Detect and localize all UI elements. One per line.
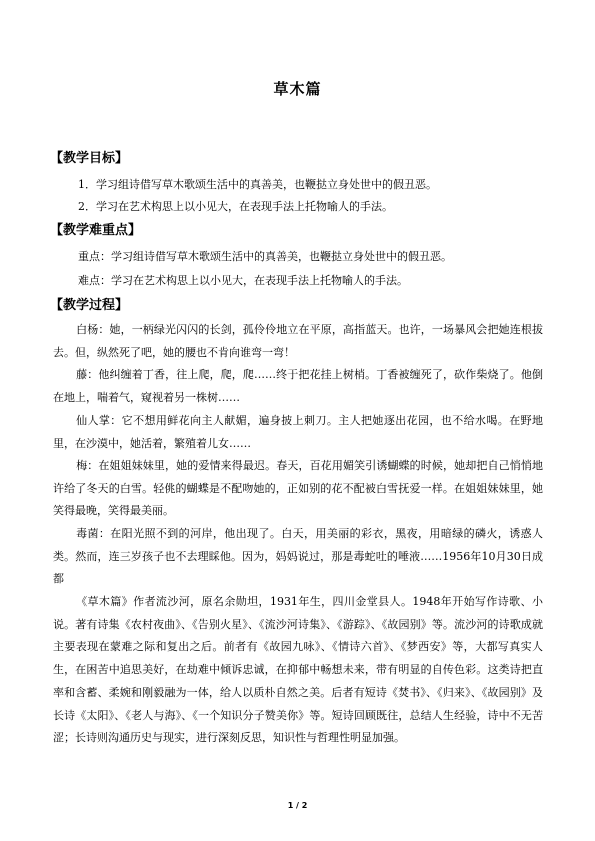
page-number: 1 / 2 xyxy=(287,801,308,810)
key-point-important: 重点：学习组诗借写草木歌颂生活中的真善美，也鞭挞立身处世中的假丑恶。 xyxy=(78,250,452,263)
page-title: 草木篇 xyxy=(273,80,322,98)
section-heading-process: 【教学过程】 xyxy=(50,298,129,313)
key-point-difficult: 难点：学习在艺术构思上以小见大，在表现手法上托物喻人的手法。 xyxy=(78,274,408,287)
goal-item-1: 1．学习组诗借写草木歌颂生活中的真善美，也鞭挞立身处世中的假丑恶。 xyxy=(78,178,437,191)
paragraph-xianrenzhang: 仙人掌：它不想用鲜花向主人献媚，遍身披上刺刀。主人把她逐出花园，也不给水喝。在野地里，在沙漠中，她活着，繁殖着儿女…… xyxy=(53,414,543,450)
paragraph-mei: 梅：在姐姐妹妹里，她的爱情来得最迟。春天，百花用媚笑引诱蝴蝶的时候，她却把自己悄悄地许给了冬天的白雪。轻佻的蝴蝶是不配吻她的，正如别的花不配被白雪抚爱一样。在姐姐妹妹里，她笑得最晚，笑得最美丽。 xyxy=(53,459,543,518)
paragraph-author-intro: 《草木篇》作者流沙河，原名余勋坦，1931年生，四川金堂县人。1948年开始写作诗歌、小说。著有诗集《农村夜曲》、《告别火星》、《流沙河诗集》、《游踪》、《故园别》等。流沙河的诗歌成就主要表现在蒙难之际和复出之后。前者有《故园九咏》、《情诗六首》、《梦西安》等，大都写真实人生，在困苦中追思美好，在劫难中倾诉忠诚，在抑郁中畅想未来，带有明显的自传色彩。这类诗把直率和含蓄、柔婉和刚毅融为一体，给人以质朴自然之美。后者有短诗《焚书》、《归来》、《故园别》及长诗《太阳》、《老人与海》、《一个知识分子赞美你》等。短诗回顾既往，总结人生经验，诗中不无苦涩；长诗则沟通历史与现实，进行深刻反思，知识性与哲理性明显加强。 xyxy=(53,595,543,745)
paragraph-baiyang: 白杨：她，一柄绿光闪闪的长剑，孤伶伶地立在平原，高指蓝天。也许，一场暴风会把她连根拔去。但，纵然死了吧，她的腰也不肯向谁弯一弯！ xyxy=(53,323,543,359)
goal-item-2: 2．学习在艺术构思上以小见大，在表现手法上托物喻人的手法。 xyxy=(78,200,393,213)
paragraph-dujun: 毒菌：在阳光照不到的河岸，他出现了。白天，用美丽的彩衣，黑夜，用暗绿的磷火，诱惑人类。然而，连三岁孩子也不去理睬他。因为，妈妈说过，那是毒蛇吐的唾液……1956年10月30日成都 xyxy=(53,527,543,586)
paragraph-teng: 藤：他纠缠着丁香，往上爬，爬，爬……终于把花挂上树梢。丁香被缠死了，砍作柴烧了。他倒在地上，喘着气，窥视着另一株树…… xyxy=(53,368,543,404)
section-heading-key-points: 【教学难重点】 xyxy=(50,223,142,238)
section-heading-goals: 【教学目标】 xyxy=(50,151,129,166)
